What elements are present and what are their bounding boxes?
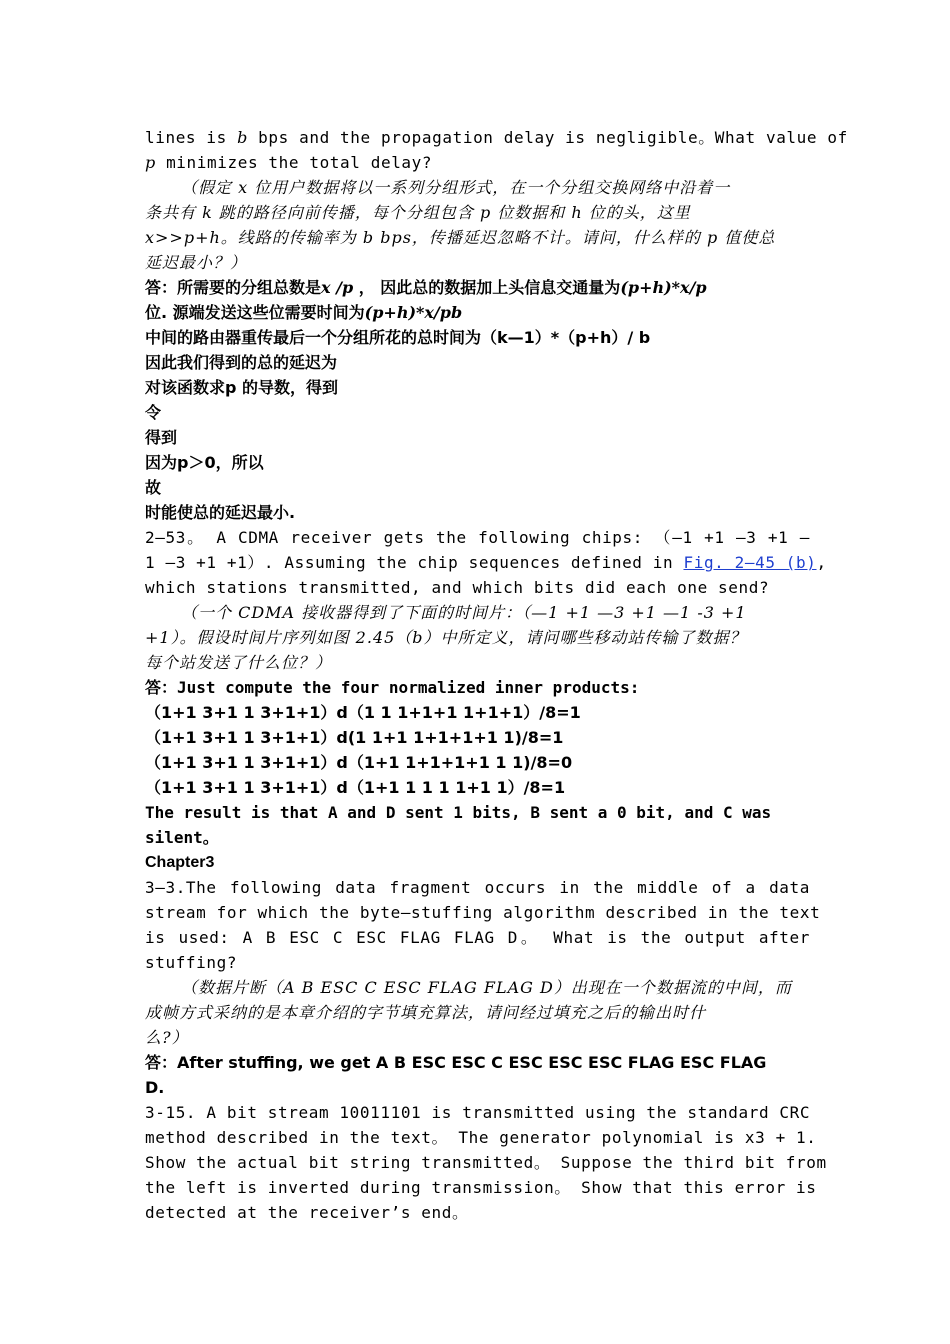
text-segment: which stations transmitted, and which bits did each one send? <box>145 578 770 597</box>
text-segment: 中间的路由器重传最后一个分组所花的总时间为（k—1）*（p+h）/ b <box>145 328 651 347</box>
text-segment: the left is inverted during transmission。 Show that this error is <box>145 1178 817 1197</box>
text-line <box>145 800 810 825</box>
text-line <box>145 650 810 675</box>
text-segment: （数据片断（A B ESC C ESC FLAG FLAG D）出现在一个数据流的中间，而 <box>181 978 792 997</box>
text-line <box>145 775 810 800</box>
text-segment: 3—3.The following data fragment occurs in the middle of a data <box>145 878 810 897</box>
text-segment: （1+1 3+1 1 3+1+1）d（1 1 1+1+1 1+1+1）/8=1 <box>145 703 581 722</box>
text-line <box>145 1075 810 1100</box>
text-line <box>145 1025 810 1050</box>
text-segment: method described in the text。 The generator polynomial is x3 + 1. <box>145 1128 817 1147</box>
text-line <box>145 450 810 475</box>
text-line <box>145 150 810 175</box>
text-line <box>145 275 810 300</box>
text-line <box>145 225 810 250</box>
text-segment: 延迟最小？） <box>145 253 248 272</box>
text-segment: （1+1 3+1 1 3+1+1）d（1+1 1 1 1 1+1 1）/8=1 <box>145 778 566 797</box>
text-line <box>145 1100 810 1125</box>
text-line <box>145 1000 810 1025</box>
math-variable: b <box>237 128 248 147</box>
text-line <box>145 825 810 850</box>
text-segment: +1）。假设时间片序列如图 2.45（b）中所定义，请问哪些移动站传输了数据？ <box>145 628 747 647</box>
text-line <box>145 1175 817 1200</box>
text-line <box>145 875 810 900</box>
text-line <box>145 325 810 350</box>
text-line <box>145 675 810 700</box>
text-segment: （1+1 3+1 1 3+1+1）d(1 1+1 1+1+1+1 1)/8=1 <box>145 728 564 747</box>
math-variable: x /p <box>321 278 354 297</box>
text-segment: stuffing? <box>145 953 238 972</box>
text-segment: minimizes the total delay? <box>155 153 433 172</box>
text-segment: （1+1 3+1 1 3+1+1）d（1+1 1+1+1+1 1 1)/8=0 <box>145 753 573 772</box>
math-variable: (p+h)*x/pb <box>364 303 463 322</box>
text-segment: Show the actual bit string transmitted。 Suppose the third bit from <box>145 1153 827 1172</box>
text-segment: 成帧方式采纳的是本章介绍的字节填充算法，请问经过填充之后的输出时什 <box>145 1003 707 1022</box>
text-segment: 答：Just compute the four normalized inner products: <box>145 678 640 697</box>
text-segment: detected at the receiver’s end。 <box>145 1203 469 1222</box>
text-line <box>145 1150 827 1175</box>
text-segment: 2—53。 A CDMA receiver gets the following chips: （—1 +1 —3 +1 — <box>145 528 810 547</box>
text-line <box>145 600 810 625</box>
text-line <box>145 350 810 375</box>
text-line <box>145 375 810 400</box>
text-segment: （假定 x 位用户数据将以一系列分组形式，在一个分组交换网络中沿着一 <box>181 178 731 197</box>
text-segment: 1 —3 +1 +1）. Assuming the chip sequences defined in <box>145 553 684 572</box>
text-segment: 故 <box>145 478 162 497</box>
text-line <box>145 125 848 150</box>
math-variable: p <box>145 153 156 172</box>
text-segment: 得到 <box>145 428 178 447</box>
text-line <box>145 975 810 1000</box>
text-segment: ， 因此总的数据加上头信息交通量为 <box>353 278 621 297</box>
text-line <box>145 850 810 875</box>
text-segment: 答：After stuffing, we get A B ESC ESC C ESC ESC ESC FLAG ESC FLAG <box>145 1053 767 1072</box>
text-line <box>145 700 810 725</box>
math-variable: (p+h)*x/p <box>620 278 707 297</box>
text-segment: , <box>816 553 827 572</box>
text-line <box>145 1125 817 1150</box>
text-line <box>145 900 821 925</box>
text-line <box>145 250 810 275</box>
text-line <box>145 175 810 200</box>
text-segment: （一个 CDMA 接收器得到了下面的时间片：（—1 +1 —3 +1 —1 -3 +1 <box>181 603 747 622</box>
text-line <box>145 200 810 225</box>
text-segment: 因此我们得到的总的延迟为 <box>145 353 338 372</box>
text-segment: silent。 <box>145 828 219 847</box>
document-body <box>145 125 848 1225</box>
text-line <box>145 1200 810 1225</box>
text-segment: 位. 源端发送这些位需要时间为 <box>145 303 365 322</box>
text-line <box>145 750 810 775</box>
text-line <box>145 1050 810 1075</box>
text-segment: 答：所需要的分组总数是 <box>145 278 322 297</box>
text-segment: Chapter3 <box>145 854 215 871</box>
text-line <box>145 950 810 975</box>
text-line <box>145 575 810 600</box>
text-segment: 每个站发送了什么位？） <box>145 653 333 672</box>
text-segment: bps and the propagation delay is negligible。What value of <box>247 128 848 147</box>
text-segment: 令 <box>145 403 162 422</box>
text-segment: lines is <box>145 128 238 147</box>
text-segment: 3-15. A bit stream 10011101 is transmitted using the standard CRC <box>145 1103 811 1122</box>
text-segment: 对该函数求p 的导数，得到 <box>145 378 339 397</box>
text-line <box>145 500 810 525</box>
text-line <box>145 425 810 450</box>
text-segment: D. <box>145 1078 165 1097</box>
text-line <box>145 300 810 325</box>
text-segment: is used: A B ESC C ESC FLAG FLAG D。 What is the output after <box>145 928 810 947</box>
text-line <box>145 625 810 650</box>
text-segment: The result is that A and D sent 1 bits, B sent a 0 bit, and C was <box>145 803 772 822</box>
text-line <box>145 400 810 425</box>
text-line <box>145 475 810 500</box>
text-line <box>145 925 810 950</box>
text-segment: 时能使总的延迟最小. <box>145 503 296 522</box>
text-segment: 么?） <box>145 1028 189 1047</box>
text-segment: 因为p＞0，所以 <box>145 453 264 472</box>
text-line <box>145 525 810 550</box>
text-segment: 条共有 k 跳的路径向前传播，每个分组包含 p 位数据和 h 位的头，这里 <box>145 203 691 222</box>
text-segment: stream for which the byte—stuffing algorithm described in the text <box>145 903 821 922</box>
text-line <box>145 550 827 575</box>
text-segment: x>>p+h。线路的传输率为 b bps，传播延迟忽略不计。请问，什么样的 p 值使总 <box>145 228 776 247</box>
text-line <box>145 725 810 750</box>
figure-reference-link[interactable]: Fig. 2—45 (b) <box>683 553 817 572</box>
